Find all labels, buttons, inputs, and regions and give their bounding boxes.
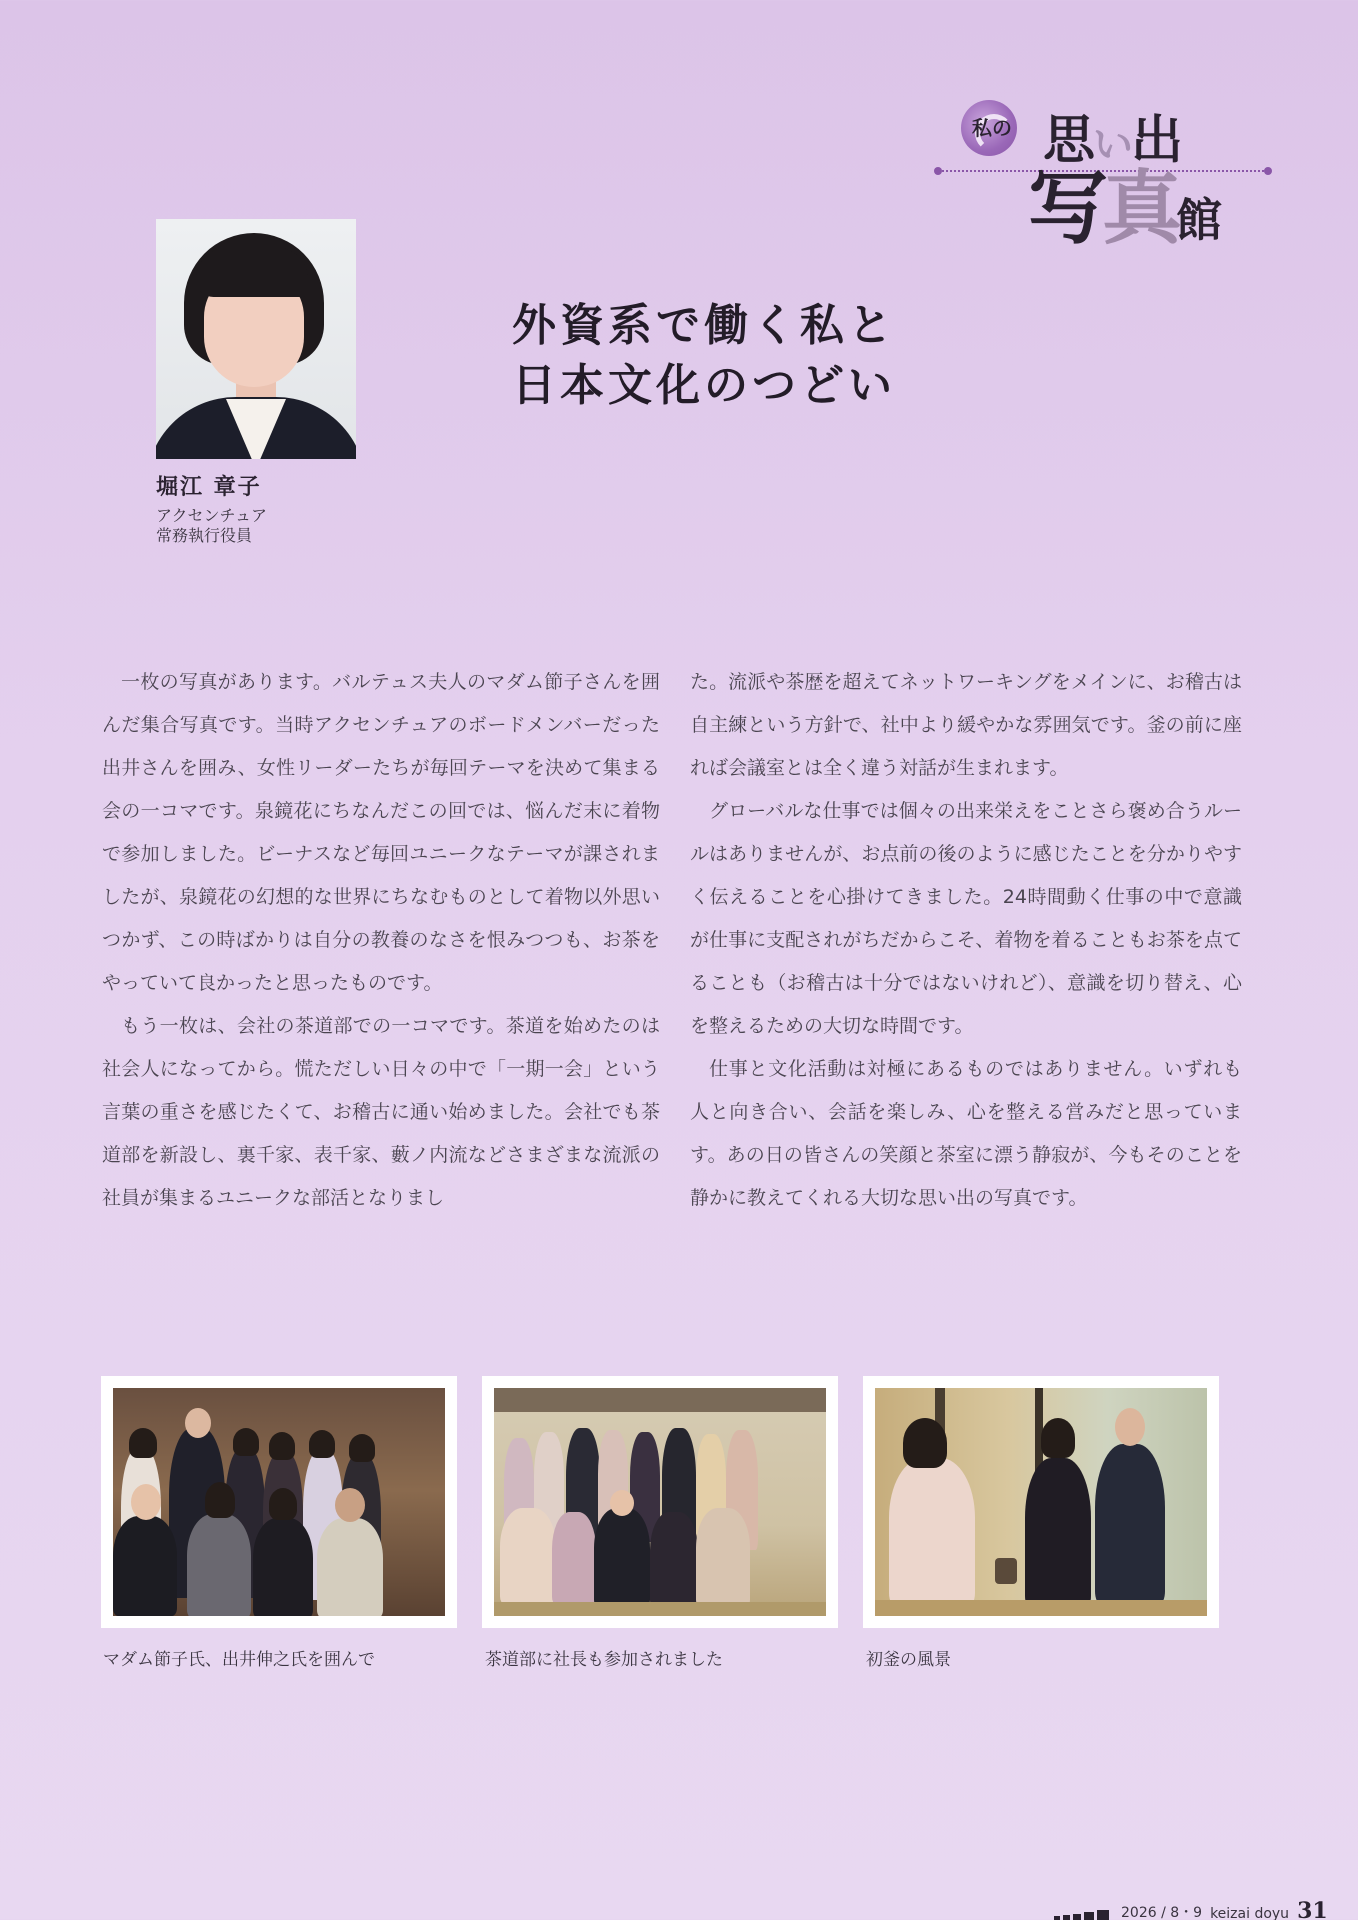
- tatami-floor: [494, 1602, 826, 1616]
- person-hair: [1041, 1418, 1075, 1458]
- person-guest: [1095, 1444, 1165, 1604]
- tea-club-photo: [494, 1388, 826, 1616]
- person: [594, 1508, 650, 1608]
- magazine-name: keizai doyu: [1210, 1906, 1290, 1920]
- photo-frame-hatsugama: [863, 1376, 1219, 1628]
- author-portrait: [156, 219, 356, 459]
- tea-kettle: [995, 1558, 1017, 1584]
- person-head: [610, 1490, 634, 1516]
- decorative-squares-icon: [1054, 1910, 1109, 1920]
- person: [650, 1512, 698, 1608]
- author-role: [156, 506, 267, 546]
- masthead-logo: [938, 92, 1278, 255]
- title-line-2: 日本文化のつどい: [512, 360, 896, 411]
- masthead-char: 思: [1043, 110, 1094, 171]
- body-paragraph: グローバルな仕事では個々の出来栄えをことさら褒め合うルールはありませんが、お点前の後のように感じたことを分かりやすく伝えることを心掛けてきました。24時間動く仕事の中で意識が仕事に支配されがちだからこそ、着物を着ることもお茶を点てることも（お稽古は十分ではないけれど）、意識を切り替え、心を整えるための大切な時間です。: [690, 800, 1242, 1037]
- article-title: [512, 296, 896, 416]
- person-host: [889, 1458, 975, 1608]
- person-hair: [349, 1434, 375, 1462]
- body-column-left: [102, 661, 660, 1220]
- portrait-fringe: [196, 247, 308, 297]
- person-head: [185, 1408, 211, 1438]
- person: [500, 1508, 556, 1604]
- body-paragraph: 仕事と文化活動は対極にあるものではありません。いずれも人と向き合い、会話を楽しみ、心を整える営みだと思っています。あの日の皆さんの笑顔と茶室に漂う静寂が、今もそのことを静かに教えてくれる大切な思い出の写真です。: [690, 1058, 1242, 1209]
- person-hair: [129, 1428, 157, 1458]
- person-hair: [233, 1428, 259, 1456]
- person: [317, 1518, 383, 1616]
- page-number: 31: [1297, 1898, 1328, 1920]
- body-paragraph: た。流派や茶歴を超えてネットワーキングをメインに、お稽古は自主練という方針で、社中より緩やかな雰囲気です。釜の前に座れば会議室とは全く違う対話が生まれます。: [690, 671, 1242, 779]
- body-paragraph: 一枚の写真があります。バルテュス夫人のマダム節子さんを囲んだ集合写真です。当時アクセンチュアのボードメンバーだった出井さんを囲み、女性リーダーたちが毎回テーマを決めて集まる会の一コマです。泉鏡花にちなんだこの回では、悩んだ末に着物で参加しました。ビーナスなど毎回ユニークなテーマが課されましたが、泉鏡花の幻想的な世界にちなむものとして着物以外思いつかず、この時ばかりは自分の教養のなさを恨みつつも、お茶をやっていて良かったと思ったものです。: [102, 671, 660, 994]
- person-head: [335, 1488, 365, 1522]
- photo-caption: マダム節子氏、出井伸之氏を囲んで: [103, 1650, 375, 1670]
- masthead-char: 真: [1102, 161, 1176, 255]
- person-hair: [309, 1430, 335, 1458]
- photo-frame-group: [101, 1376, 457, 1628]
- body-column-right: [690, 661, 1242, 1220]
- person-hair: [205, 1482, 235, 1518]
- author-company: アクセンチュア: [156, 506, 268, 525]
- body-paragraph: もう一枚は、会社の茶道部での一コマです。茶道を始めたのは社会人になってから。慌ただしい日々の中で「一期一会」という言葉の重さを感じたくて、お稽古に通い始めました。会社でも茶道部を新設し、裏千家、表千家、藪ノ内流などさまざまな流派の社員が集まるユニークな部活となりまし: [102, 1015, 660, 1209]
- person-guest: [1025, 1458, 1091, 1608]
- photo-frame-tea-club: [482, 1376, 838, 1628]
- masthead-char: い: [1093, 121, 1132, 168]
- author-position: 常務執行役員: [156, 526, 253, 545]
- masthead-char: 館: [1176, 193, 1222, 247]
- person-head: [131, 1484, 161, 1520]
- ceiling-beam: [494, 1388, 826, 1412]
- title-line-1: 外資系で働く私と: [512, 300, 896, 351]
- photo-caption: 茶道部に社長も参加されました: [485, 1650, 723, 1670]
- masthead-row2: [1028, 144, 1222, 259]
- person: [253, 1518, 313, 1616]
- author-name: 堀江 章子: [156, 475, 262, 500]
- photo-caption: 初釜の風景: [866, 1650, 951, 1670]
- person: [113, 1516, 177, 1616]
- group-photo: [113, 1388, 445, 1616]
- person-hair: [903, 1418, 947, 1468]
- page-footer: [1054, 1900, 1328, 1920]
- person-head: [1115, 1408, 1145, 1446]
- person: [187, 1514, 251, 1616]
- hatsugama-photo: [875, 1388, 1207, 1616]
- person: [696, 1508, 750, 1608]
- tatami-floor: [875, 1600, 1207, 1616]
- person: [552, 1512, 596, 1604]
- masthead-char: 写: [1028, 161, 1102, 255]
- person-hair: [269, 1432, 295, 1460]
- masthead-small-text: 私の: [972, 116, 1012, 140]
- issue-date: 2026 / 8・9: [1121, 1905, 1203, 1920]
- person-hair: [269, 1488, 297, 1520]
- masthead-char: 出: [1131, 110, 1182, 171]
